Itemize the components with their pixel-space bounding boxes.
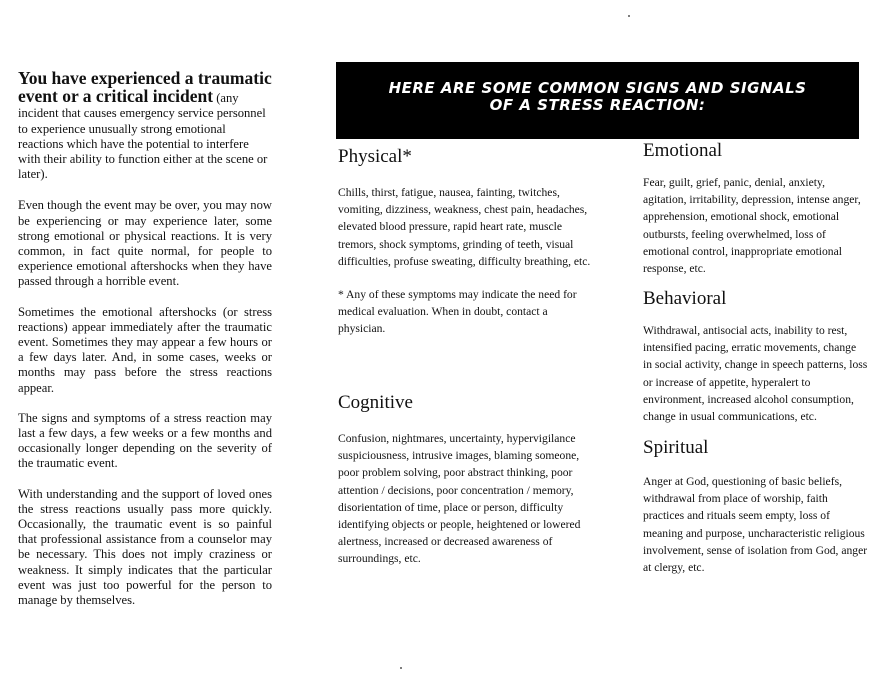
- banner-line-2: OF A STRESS REACTION:: [489, 96, 706, 114]
- intro-column: [18, 70, 272, 623]
- emotional-text: Fear, guilt, grief, panic, denial, anxiety, agitation, irritability, depression, intense anger, apprehension, emotional shock, emotional outbursts, feeling overwhelmed, loss of emotional control, inappropriate emotional response, etc.: [643, 176, 861, 276]
- intro-paragraph: [18, 70, 272, 182]
- physical-text: Chills, thirst, fatigue, nausea, fainting, twitches, vomiting, dizziness, weakness, chest pain, headaches, elevated blood pressure, rapid heart rate, muscle tremors, shock symptoms, grinding of teeth, visual difficulties, profuse sweating, difficulty breathing, etc.: [338, 186, 591, 268]
- physical-title: Physical*: [338, 146, 412, 167]
- behavioral-text: Withdrawal, antisocial acts, inability to rest, intensified pacing, erratic movements, change in social activity, change in speech patterns, loss or increase of appetite, hyperalert to environment, increased alcohol consumption, change in usual communications, etc.: [643, 324, 868, 424]
- banner-line-1: HERE ARE SOME COMMON SIGNS AND SIGNALS: [388, 79, 807, 97]
- behavioral-title: Behavioral: [643, 288, 727, 309]
- intro-heading: You have experienced a traumatic event or a critical incident: [18, 68, 272, 107]
- physical-note: * Any of these symptoms may indicate the need for medical evaluation. When in doubt, contact a physician.: [338, 288, 577, 336]
- intro-body-paragraph: Sometimes the emotional aftershocks (or stress reactions) appear immediately after the traumatic event. Sometimes they may appear a few hours or a few days later. And, in some cases, weeks or months may pass before the stress reactions appear.: [18, 304, 272, 395]
- print-speck: [628, 15, 630, 17]
- signs-banner: [336, 62, 859, 139]
- spiritual-section: [643, 437, 868, 576]
- behavioral-section: [643, 288, 868, 425]
- intro-body-paragraph: With understanding and the support of loved ones the stress reactions usually pass more quickly. Occasionally, the traumatic event is so painful that professional assistance from a counselor may be necessary. This does not imply craziness or weakness. It simply indicates that the particular event was just too powerful for the person to manage by themselves.: [18, 486, 272, 608]
- spiritual-title: Spiritual: [643, 437, 709, 458]
- cognitive-title: Cognitive: [338, 392, 413, 413]
- cognitive-section: [338, 392, 596, 568]
- spiritual-text: Anger at God, questioning of basic beliefs, withdrawal from place of worship, faith practices and rituals seem empty, loss of meaning and purpose, uncharacteristic religious involvement, sense of isolation from God, anger at clergy, etc.: [643, 475, 868, 575]
- intro-heading-rest: (any incident that causes emergency service personnel to experience unusually strong emotional reactions which have the potential to interfere with their ability to function either at the scene or later).: [18, 91, 268, 182]
- emotional-title: Emotional: [643, 140, 723, 161]
- cognitive-text: Confusion, nightmares, uncertainty, hypervigilance suspiciousness, intrusive images, blaming someone, poor problem solving, poor abstract thinking, poor attention / decisions, poor concentration / memory, disorientation of time, place or person, difficulty identifying objects or people, heightened or lowered alertness, increased or decreased awareness of surroundings, etc.: [338, 432, 581, 566]
- print-speck: [400, 667, 402, 669]
- intro-body-paragraph: The signs and symptoms of a stress reaction may last a few days, a few weeks or a few months and occasionally longer depending on the severity of the traumatic event.: [18, 410, 272, 471]
- intro-body-paragraph: Even though the event may be over, you may now be experiencing or may experience later, some strong emotional or physical reactions. It is very common, in fact quite normal, for people to experience emotional aftershocks when they have passed through a horrible event.: [18, 198, 272, 289]
- emotional-section: [643, 140, 868, 277]
- physical-section: [338, 146, 596, 338]
